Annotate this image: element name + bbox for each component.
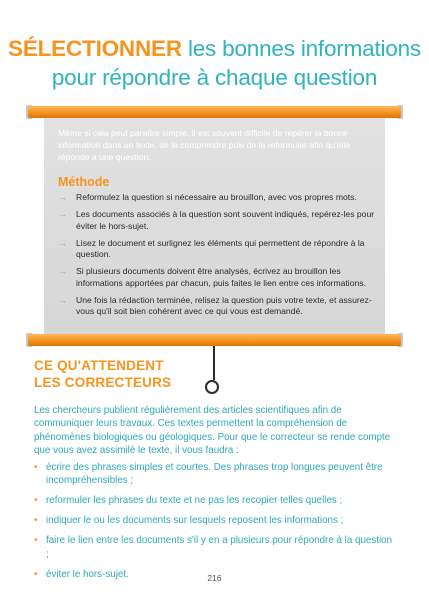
list-item (34, 461, 396, 488)
step-text: Lisez le document et surlignez les éléments qui permettent de répondre à la question. (76, 237, 365, 260)
bullet-icon: • (34, 495, 38, 507)
bullet-icon: • (34, 535, 38, 547)
step-text: Reformulez la question si nécessaire au brouillon, avec vos propres mots. (76, 192, 357, 202)
screen-bottom-bar (28, 334, 401, 346)
method-step (58, 266, 378, 289)
section-paragraph: Les chercheurs publient régulièrement des articles scientifiques afin de communiquer leurs travaux. Ces textes permettent la compréhension de phénomènes biologiques ou géologiques. Pour que le correcteur se rende compte que vous avez assimilé le texte, il vous faudra : (34, 405, 391, 457)
page-title (0, 34, 429, 92)
method-step (58, 238, 378, 261)
bullet-icon: • (34, 568, 38, 580)
list-item (34, 494, 396, 507)
step-text: Si plusieurs documents doivent être analysés, écrivez au brouillon les informations apportées par chacun, puis faites le lien entre ces informations. (76, 266, 366, 288)
method-steps (58, 192, 378, 323)
arrow-icon: → (58, 266, 67, 277)
list-item-text: indiquer le ou les documents sur lesquels reposent les informations ; (46, 515, 344, 527)
bullet-icon: • (34, 462, 38, 473)
expectations-list (34, 461, 396, 588)
method-step (58, 295, 378, 318)
bullet-icon: • (34, 515, 38, 527)
arrow-icon: → (58, 208, 67, 219)
page-number: 216 (207, 573, 222, 583)
step-text: Les documents associés à la question sont souvent indiqués, repérez-les pour éviter le hors-sujet. (76, 208, 375, 231)
pull-ring-icon (205, 380, 219, 394)
pull-cord (213, 346, 215, 380)
step-text: Une fois la rédaction terminée, relisez la question puis votre texte, et assurez-vous qu'il soit bien cohérent avec ce qui vous est demandé. (76, 294, 372, 317)
list-item-text: reformuler les phrases du texte et ne pas les recopier telles quelles ; (46, 495, 343, 507)
screen-top-bar (28, 106, 401, 118)
title-line-2: pour répondre à chaque question (51, 65, 378, 90)
section-heading-line-2: LES CORRECTEURS (34, 375, 172, 390)
arrow-icon: → (58, 294, 67, 305)
method-step (58, 209, 378, 232)
title-line-1 (0, 34, 429, 63)
list-item-text: faire le lien entre les documents s'il y en a plusieurs pour répondre à la question ; (46, 535, 393, 560)
methode-heading: Méthode (58, 175, 110, 189)
section-heading-line-1: CE QU'ATTENDENT (34, 358, 164, 373)
arrow-icon: → (58, 192, 67, 202)
list-item (34, 534, 396, 561)
title-strong: SÉLECTIONNER (8, 36, 182, 61)
method-step (58, 192, 378, 204)
list-item-text: écrire des phrases simples et courtes. Des phrases trop longues peuvent être incompréhensibles ; (46, 462, 383, 487)
screen-intro: Même si cela peut paraître simple, il est souvent difficile de repérer la bonne information dans un texte, de la comprendre puis de la reformuler afin qu'elle réponde à une question. (58, 128, 351, 162)
title-rest: les bonnes informations (181, 36, 421, 61)
section-heading (34, 357, 171, 391)
arrow-icon: → (58, 237, 67, 248)
list-item (34, 514, 396, 527)
list-item-text: éviter le hors-sujet. (46, 568, 129, 580)
